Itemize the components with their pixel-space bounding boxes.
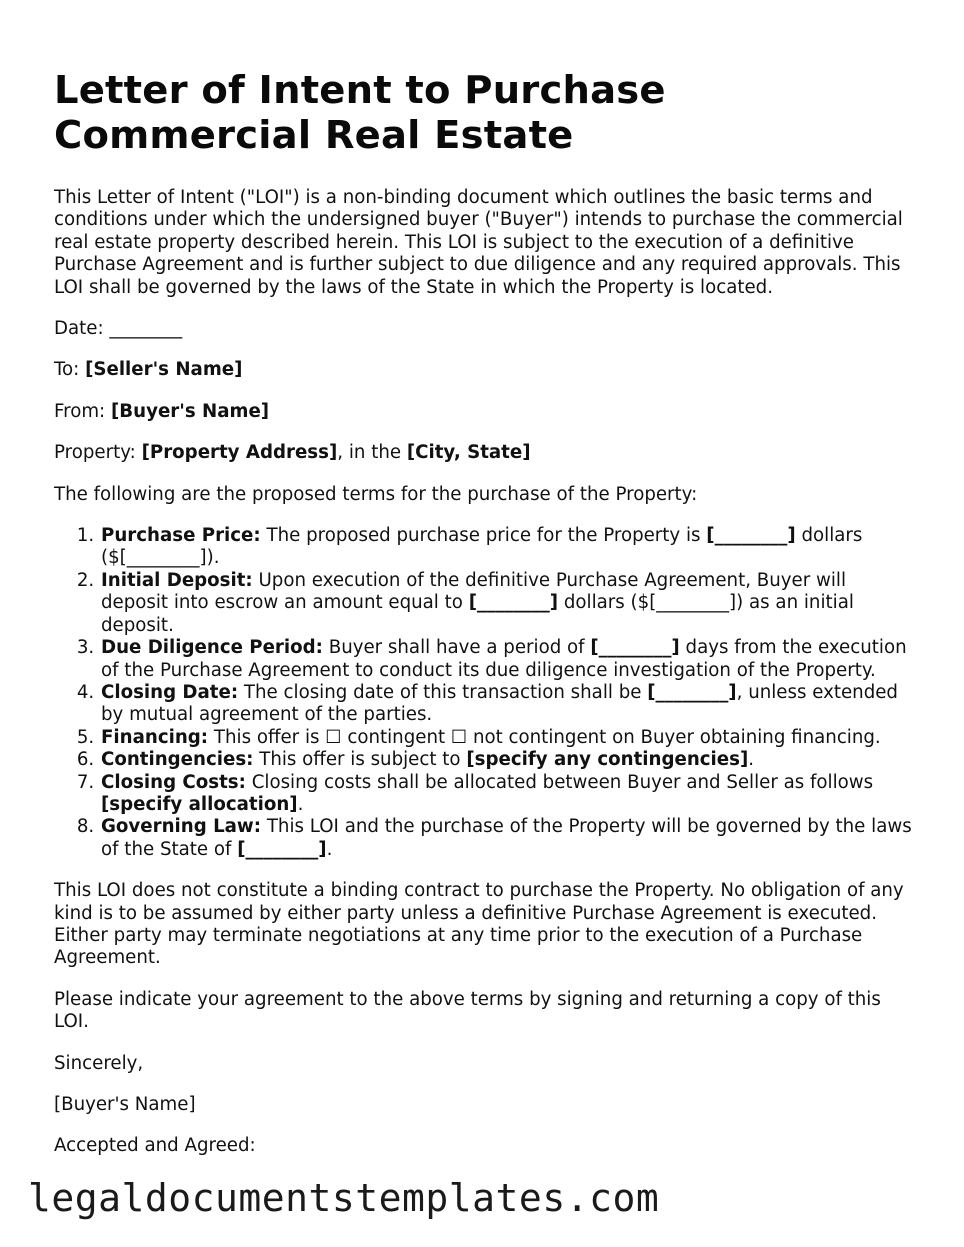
term-financing	[100, 727, 916, 749]
term-purchase-price	[100, 525, 916, 570]
term-blank: [________]	[237, 838, 327, 860]
term-contingencies	[100, 749, 916, 771]
to-line	[54, 359, 916, 381]
term-text-after: dollars ($[________]) as an initial deposit.	[101, 592, 854, 636]
term-text-after: .	[748, 749, 755, 771]
watermark-logo: legaldocumentstemplates.com	[28, 1176, 660, 1220]
term-blank: [specify any contingencies]	[466, 749, 749, 771]
city-state-placeholder: [City, State]	[406, 442, 531, 464]
property-mid-text: , in the	[337, 442, 402, 464]
term-text: Closing costs shall be allocated between Buyer and Seller as follows	[251, 771, 874, 793]
property-line	[54, 442, 916, 464]
term-text: This LOI and the purchase of the Property will be governed by the laws of the State of	[101, 816, 912, 860]
term-text: This offer is ☐ contingent ☐ not contingent on Buyer obtaining financing.	[213, 726, 881, 748]
term-label: Contingencies:	[101, 749, 254, 771]
term-blank: [________]	[706, 525, 796, 547]
term-text-after: .	[297, 793, 304, 815]
term-text-after: dollars ($[________]).	[101, 525, 863, 569]
term-label: Financing:	[101, 726, 209, 748]
intro-paragraph: This Letter of Intent ("LOI") is a non-binding document which outlines the basic terms and conditions under which the undersigned buyer ("Buyer") intends to purchase the commercial real estate property described herein. This LOI is subject to the execution of a definitive Purchase Agreement and is further subject to due diligence and any required approvals. This LOI shall be governed by the laws of the State in which the Property is located.	[54, 187, 903, 298]
terms-list	[54, 525, 916, 861]
term-blank: [specify allocation]	[101, 793, 298, 815]
date-blank: ________	[109, 318, 183, 340]
from-label: From:	[54, 400, 106, 422]
nonbinding-paragraph: This LOI does not constitute a binding contract to purchase the Property. No obligation of any kind is to be assumed by either party unless a definitive Purchase Agreement is executed. Either party may terminate negotiations at any time prior to the execution of a Purchase Agreement.	[54, 880, 904, 969]
property-label: Property:	[54, 442, 136, 464]
term-blank: [________]	[468, 592, 559, 614]
term-text-after: .	[326, 838, 333, 860]
term-text-after: days from the execution of the Purchase Agreement to conduct its due diligence investigation of the Property.	[101, 637, 907, 681]
term-text: The closing date of this transaction shall be	[243, 681, 642, 703]
date-label: Date:	[54, 318, 104, 340]
term-text: The proposed purchase price for the Property is	[266, 525, 701, 547]
to-label: To:	[54, 359, 80, 381]
term-closing-date	[100, 682, 916, 727]
date-line	[54, 318, 916, 340]
term-governing-law	[100, 816, 916, 861]
term-initial-deposit	[100, 570, 916, 637]
term-label: Closing Date:	[101, 681, 239, 703]
term-label: Purchase Price:	[101, 525, 261, 547]
signature-name: [Buyer's Name]	[54, 1094, 196, 1115]
term-due-diligence	[100, 637, 916, 682]
term-blank: [________]	[590, 637, 680, 659]
seller-name-placeholder: [Seller's Name]	[85, 359, 243, 381]
term-text: Buyer shall have a period of	[328, 637, 585, 659]
term-blank: [________]	[647, 681, 737, 703]
term-label: Initial Deposit:	[101, 569, 253, 591]
document-page	[54, 68, 916, 1177]
term-label: Closing Costs:	[101, 771, 246, 793]
closing-salutation: Sincerely,	[54, 1052, 144, 1074]
document-title: Letter of Intent to Purchase Commercial Real Estate	[54, 68, 666, 158]
term-text-after: , unless extended by mutual agreement of the parties.	[101, 681, 898, 726]
term-text: This offer is subject to	[259, 749, 461, 771]
term-label: Governing Law:	[101, 816, 262, 838]
term-closing-costs	[100, 772, 916, 817]
from-line	[54, 401, 916, 423]
terms-intro: The following are the proposed terms for the purchase of the Property:	[54, 483, 698, 505]
term-text: Upon execution of the definitive Purchase Agreement, Buyer will deposit into escrow an amount equal to	[101, 569, 847, 614]
buyer-name-placeholder: [Buyer's Name]	[110, 400, 270, 422]
property-address-placeholder: [Property Address]	[141, 442, 338, 464]
term-label: Due Diligence Period:	[101, 637, 323, 659]
accepted-and-agreed: Accepted and Agreed:	[54, 1135, 256, 1157]
agreement-request: Please indicate your agreement to the above terms by signing and returning a copy of this LOI.	[54, 988, 881, 1033]
